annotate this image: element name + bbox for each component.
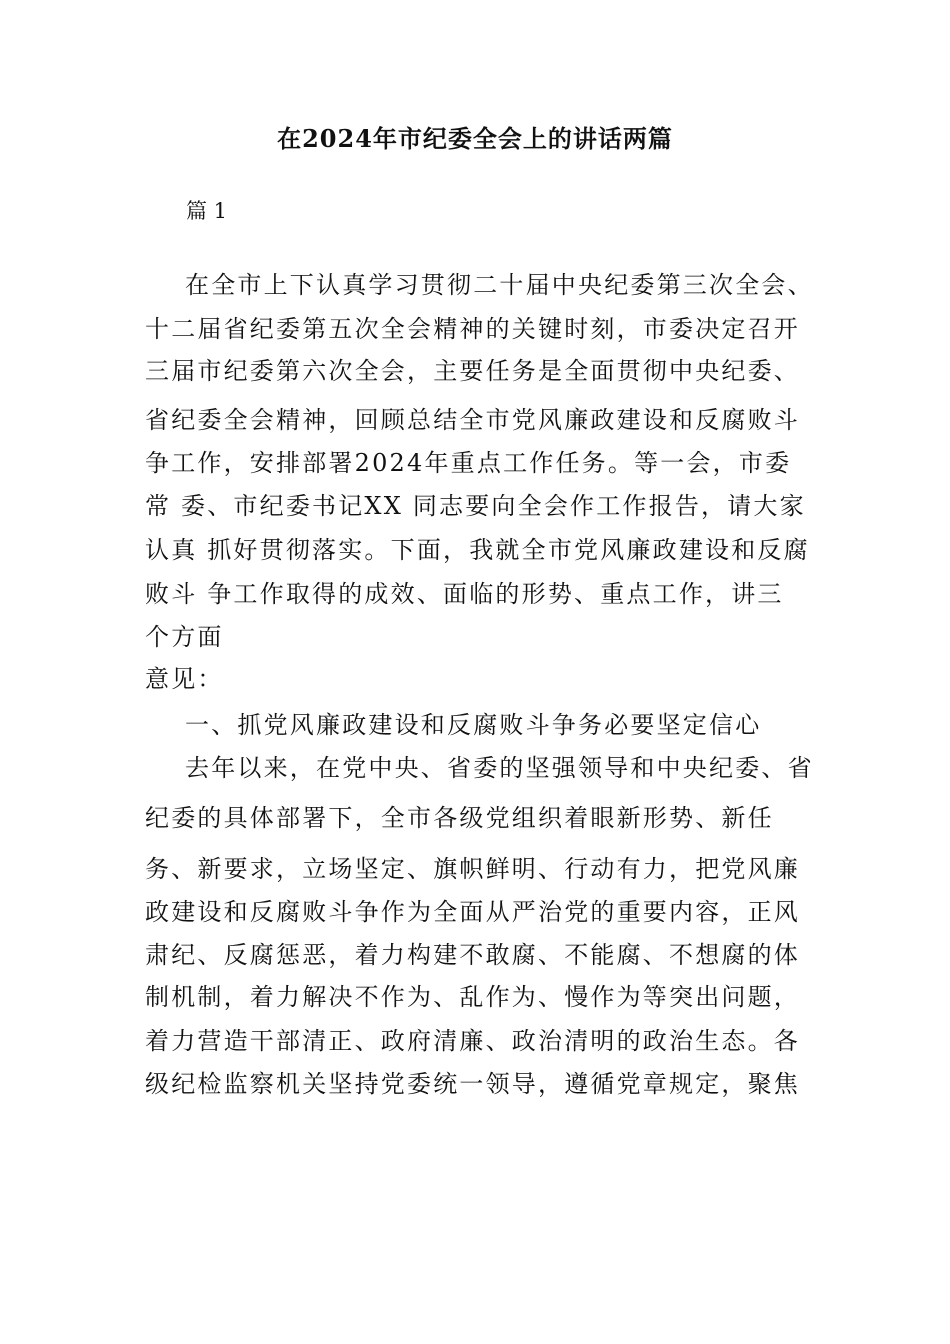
document-title: 在2024年市纪委全会上的讲话两篇 <box>277 124 673 153</box>
paragraph-line: 认真 抓好贯彻落实。下面，我就全市党风廉政建设和反腐 <box>145 536 810 564</box>
paragraph-line: 三届市纪委第六次全会，主要任务是全面贯彻中央纪委、 <box>145 357 800 385</box>
paragraph-line: 意见： <box>145 665 224 693</box>
paragraph-line: 省纪委全会精神，回顾总结全市党风廉政建设和反腐败斗 <box>145 406 800 434</box>
paragraph-line: 争工作，安排部署2024年重点工作任务。等一会，市委 <box>145 449 792 477</box>
paragraph-line: 着力营造干部清正、政府清廉、政治清明的政治生态。各 <box>145 1027 800 1055</box>
paragraph-line: 十二届省纪委第五次全会精神的关键时刻，市委决定召开 <box>145 315 800 343</box>
paragraph-line: 败斗 争工作取得的成效、面临的形势、重点工作，讲三 <box>145 580 784 608</box>
paragraph-line: 政建设和反腐败斗争作为全面从严治党的重要内容，正风 <box>145 898 800 926</box>
paragraph-line: 纪委的具体部署下，全市各级党组织着眼新形势、新任 <box>145 804 774 832</box>
section-label: 篇 1 <box>186 199 228 223</box>
paragraph-line: 去年以来，在党中央、省委的坚强领导和中央纪委、省 <box>185 754 814 782</box>
section-heading: 一、抓党风廉政建设和反腐败斗争务必要坚定信心 <box>185 711 762 739</box>
paragraph-line: 在全市上下认真学习贯彻二十届中央纪委第三次全会、 <box>185 271 814 299</box>
paragraph-line: 个方面 <box>145 623 224 651</box>
paragraph-line: 级纪检监察机关坚持党委统一领导，遵循党章规定，聚焦 <box>145 1070 800 1098</box>
paragraph-line: 常 委、市纪委书记XX 同志要向全会作工作报告，请大家 <box>145 492 806 520</box>
paragraph-line: 制机制，着力解决不作为、乱作为、慢作为等突出问题， <box>145 983 800 1011</box>
paragraph-line: 肃纪、反腐惩恶，着力构建不敢腐、不能腐、不想腐的体 <box>145 941 800 969</box>
paragraph-line: 务、新要求，立场坚定、旗帜鲜明、行动有力，把党风廉 <box>145 855 800 883</box>
